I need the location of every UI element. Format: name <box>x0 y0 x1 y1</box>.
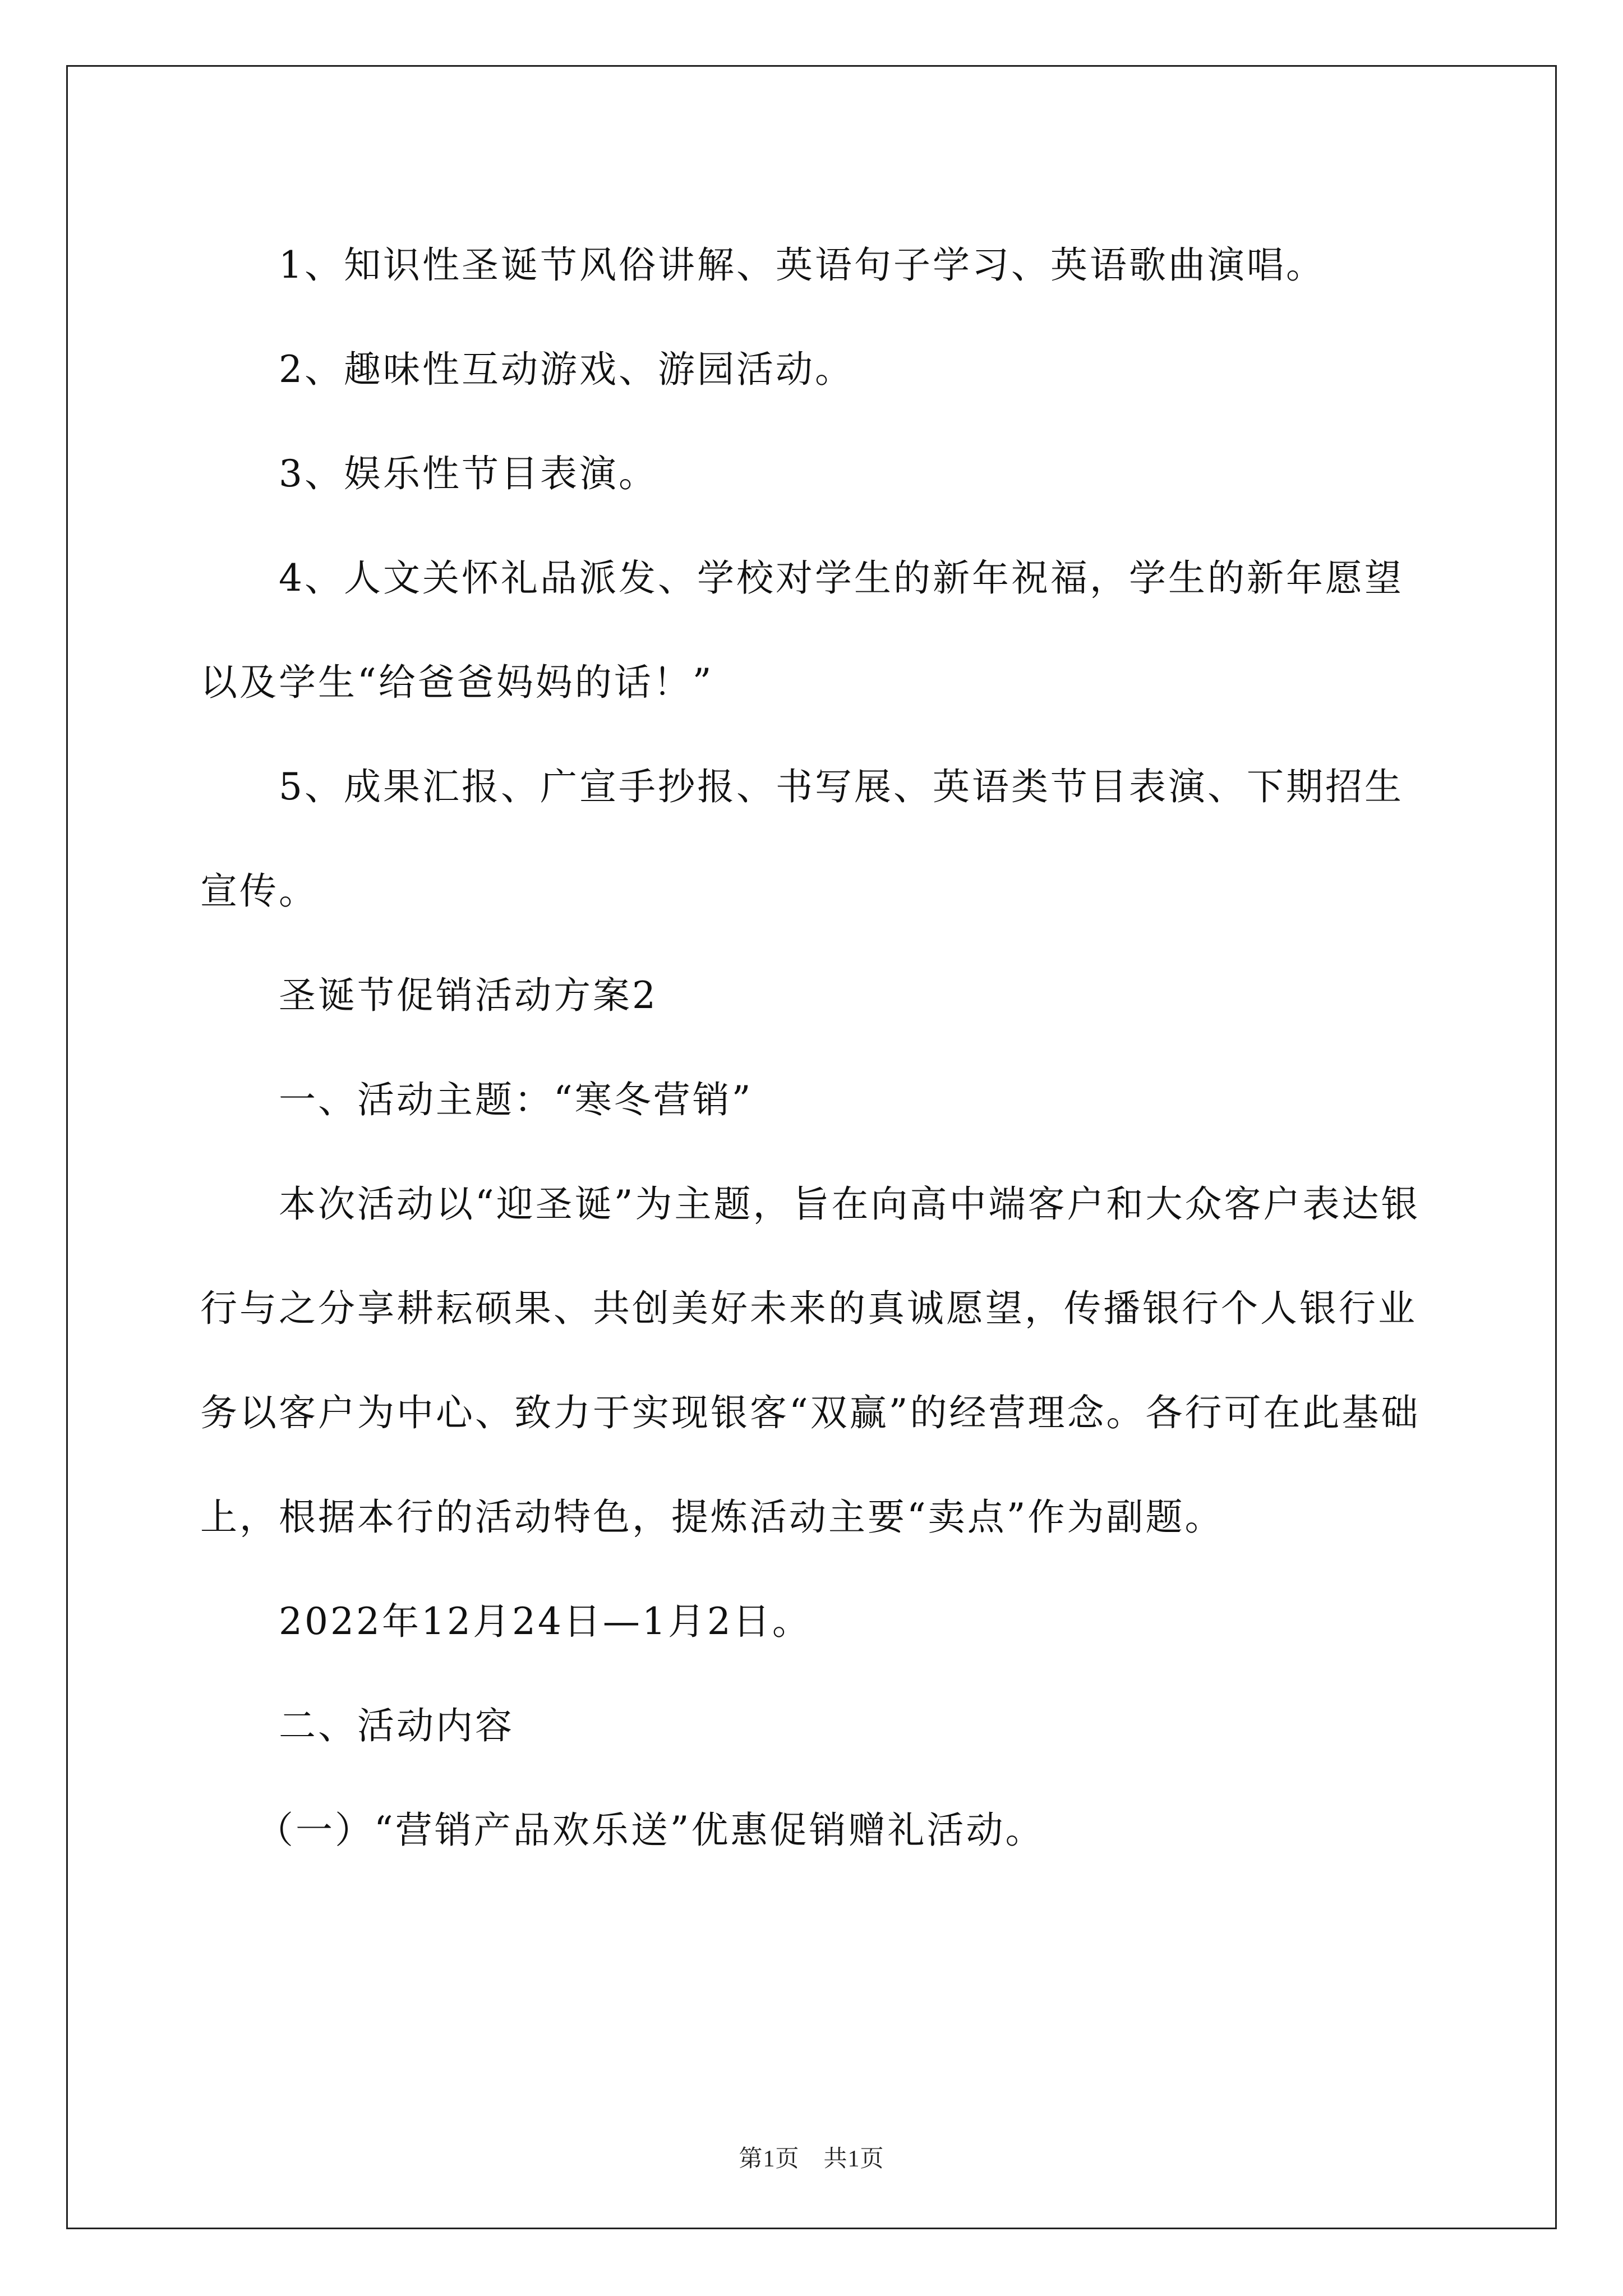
activity-content-item: （一）“营销产品欢乐送”优惠促销赠礼活动。 <box>256 1809 1045 1852</box>
activity-description: 本次活动以“迎圣诞”为主题，旨在向高中端客户和大众客户表达银行与之分享耕耘硕果、共创美好未来的真诚愿望，传播银行个人银行业务以客户为中心、致力于实现银客“双赢”的经营理念。各行可在此基础上，根据本行的活动特色，提炼活动主要“卖点”作为副题。 <box>200 1182 1421 1539</box>
activity-content-heading: 二、活动内容 <box>279 1704 514 1747</box>
document-body <box>200 213 1434 1883</box>
page-footer: 第1页 共1页 <box>739 2146 884 2172</box>
paragraph-item-4: 4、人文关怀礼品派发、学校对学生的新年祝福，学生的新年愿望以及学生“给爸爸妈妈的话！” <box>200 556 1404 704</box>
paragraph-item-2: 2、趣味性互动游戏、游园活动。 <box>279 348 854 391</box>
activity-theme-heading: 一、活动主题：“寒冬营销” <box>279 1078 753 1121</box>
activity-date: 2022年12月24日—1月2日。 <box>279 1600 811 1643</box>
paragraph-item-1: 1、知识性圣诞节风俗讲解、英语句子学习、英语歌曲演唱。 <box>279 243 1325 287</box>
paragraph-item-5: 5、成果汇报、广宣手抄报、书写展、英语类节目表演、下期招生宣传。 <box>200 765 1404 913</box>
paragraph-item-3: 3、娱乐性节目表演。 <box>279 452 658 495</box>
section-title: 圣诞节促销活动方案2 <box>279 974 658 1017</box>
